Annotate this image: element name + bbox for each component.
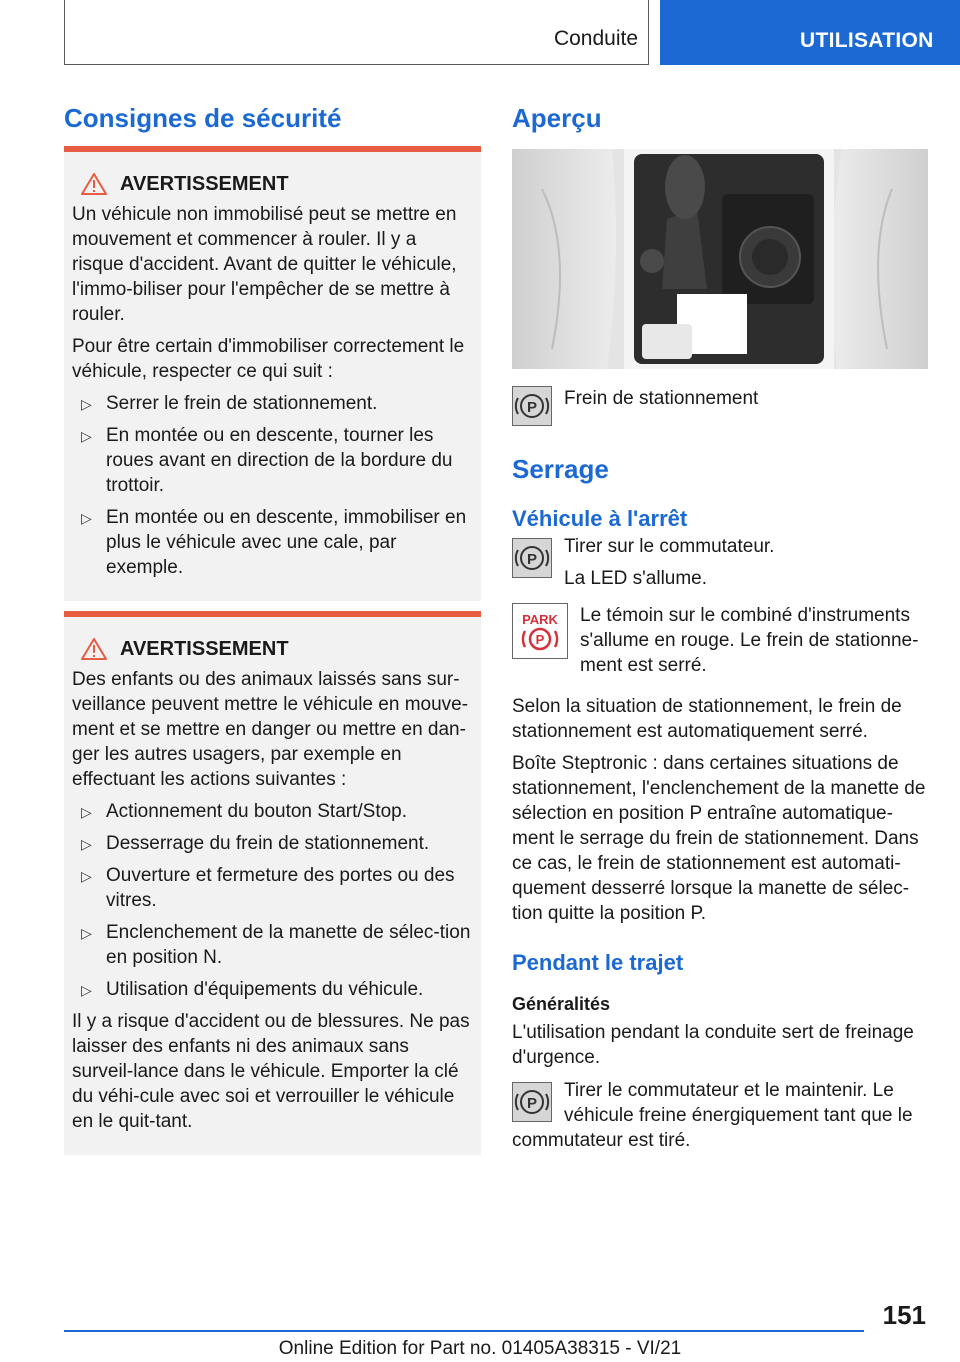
triangle-bullet-icon: ▷ bbox=[81, 396, 92, 412]
section-title-overview: Aperçu bbox=[512, 103, 602, 133]
list-item: ▷ Serrer le frein de stationnement. bbox=[72, 391, 473, 416]
list-item: ▷ En montée ou en descente, immobiliser en plus le véhicule avec une cale, par exemple. bbox=[81, 507, 467, 578]
step-text: La LED s'allume. bbox=[564, 568, 708, 589]
parking-brake-switch-icon bbox=[512, 1082, 552, 1122]
warning-list bbox=[72, 391, 473, 580]
triangle-bullet-icon: ▷ bbox=[81, 982, 92, 998]
svg-text:P: P bbox=[526, 399, 538, 416]
warning-paragraph: Des enfants ou des animaux laissés sans sur-veillance peuvent mettre le véhicule en mouve-ment et se mettre en danger ou mettre en dan-ger les autres usagers, par exemple en effectuant les actions suivantes : bbox=[72, 669, 469, 790]
caption-text: Frein de stationnement bbox=[564, 388, 759, 409]
section-title-safety: Consignes de sécurité bbox=[64, 103, 342, 133]
triangle-bullet-icon: ▷ bbox=[81, 836, 92, 852]
step-text: Tirer sur le commutateur. bbox=[564, 536, 775, 557]
step-row bbox=[512, 534, 928, 591]
svg-text:P: P bbox=[526, 551, 538, 568]
header-section-tab bbox=[64, 0, 649, 65]
park-indicator-text: Le témoin sur le combiné d'instruments s'allume en rouge. Le frein de stationne-ment est serré. bbox=[580, 605, 919, 676]
footer-edition: Online Edition for Part no. 01405A38315 - VI/21 bbox=[278, 1338, 682, 1359]
footer-rule bbox=[64, 1330, 864, 1332]
warning-triangle-icon bbox=[80, 172, 108, 196]
caption-row bbox=[512, 386, 928, 426]
heading-serrage: Serrage bbox=[512, 454, 609, 484]
paragraph: Boîte Steptronic : dans certaines situations de stationnement, l'enclenchement de la manette de sélection en position P entraîne automatique-ment le serrage du frein de stationnement. Dans ce cas, le frein de stationnement est automati-quement desserré lorsque la manette de sélec-tion quitte la position P. bbox=[512, 753, 926, 924]
header-chapter-tab bbox=[660, 0, 960, 65]
svg-text:P: P bbox=[526, 1095, 538, 1112]
list-item: ▷ Actionnement du bouton Start/Stop. bbox=[72, 799, 473, 824]
section-label: Conduite bbox=[553, 27, 638, 50]
parking-brake-switch-icon bbox=[512, 538, 552, 578]
step-row bbox=[512, 1078, 928, 1128]
warning-heading-text: AVERTISSEMENT bbox=[120, 172, 289, 195]
triangle-bullet-icon: ▷ bbox=[81, 510, 92, 526]
warning-heading-text: AVERTISSEMENT bbox=[120, 637, 289, 660]
parking-brake-switch-icon bbox=[512, 386, 552, 426]
heading-vehicule-arret: Véhicule à l'arrêt bbox=[512, 506, 688, 531]
svg-text:PARK: PARK bbox=[522, 612, 558, 627]
warning-box-2 bbox=[64, 611, 481, 1155]
park-warning-light-icon bbox=[512, 603, 568, 659]
page-number: 151 bbox=[882, 1300, 926, 1330]
paragraph: L'utilisation pendant la conduite sert de freinage d'urgence. bbox=[512, 1022, 914, 1068]
list-item: ▷ Utilisation d'équipements du véhicule. bbox=[72, 977, 473, 1002]
warning-closing: Il y a risque d'accident ou de blessures. Ne pas laisser des enfants ni des animaux sans surveil-lance dans le véhicule. Emporter la clé du véhi-cule avec soi et verrouiller le véhicule en le quit-tant. bbox=[72, 1011, 470, 1132]
step-text: Tirer le commutateur et le maintenir. Le véhicule freine énergiquement tant que le bbox=[564, 1080, 913, 1126]
warning-heading bbox=[72, 170, 473, 198]
triangle-bullet-icon: ▷ bbox=[81, 925, 92, 941]
list-item: ▷ Ouverture et fermeture des portes ou des vitres. bbox=[81, 865, 455, 911]
warning-triangle-icon bbox=[80, 637, 108, 661]
left-column bbox=[64, 100, 481, 1155]
triangle-bullet-icon: ▷ bbox=[81, 804, 92, 820]
heading-pendant-trajet: Pendant le trajet bbox=[512, 950, 684, 975]
warning-paragraph: Pour être certain d'immobiliser correctement le véhicule, respecter ce qui suit : bbox=[72, 336, 465, 382]
paragraph: Selon la situation de stationnement, le frein de stationnement est automatiquement serré. bbox=[512, 696, 902, 742]
warning-heading bbox=[72, 635, 473, 663]
warning-list bbox=[72, 799, 473, 1002]
chapter-label: UTILISATION bbox=[800, 29, 934, 52]
svg-text:P: P bbox=[535, 632, 545, 647]
warning-paragraph: Un véhicule non immobilisé peut se mettre en mouvement et commencer à rouler. Il y a risque d'accident. Avant de quitter le véhicule, l'immo-biliser pour l'empêcher de se mettre à rouler. bbox=[72, 204, 457, 325]
list-item: ▷ En montée ou en descente, tourner les roues avant en direction de la bordure du trottoir. bbox=[81, 425, 453, 496]
right-column bbox=[512, 100, 928, 1153]
park-indicator-row bbox=[512, 603, 928, 678]
step-text-continued: commutateur est tiré. bbox=[512, 1130, 691, 1151]
list-item: ▷ Enclenchement de la manette de sélec-tion en position N. bbox=[81, 922, 471, 968]
center-console-photo bbox=[512, 149, 928, 369]
heading-generalites: Généralités bbox=[512, 994, 611, 1014]
warning-box-1 bbox=[64, 146, 481, 601]
triangle-bullet-icon: ▷ bbox=[81, 428, 92, 444]
list-item: ▷ Desserrage du frein de stationnement. bbox=[72, 831, 473, 856]
triangle-bullet-icon: ▷ bbox=[81, 868, 92, 884]
